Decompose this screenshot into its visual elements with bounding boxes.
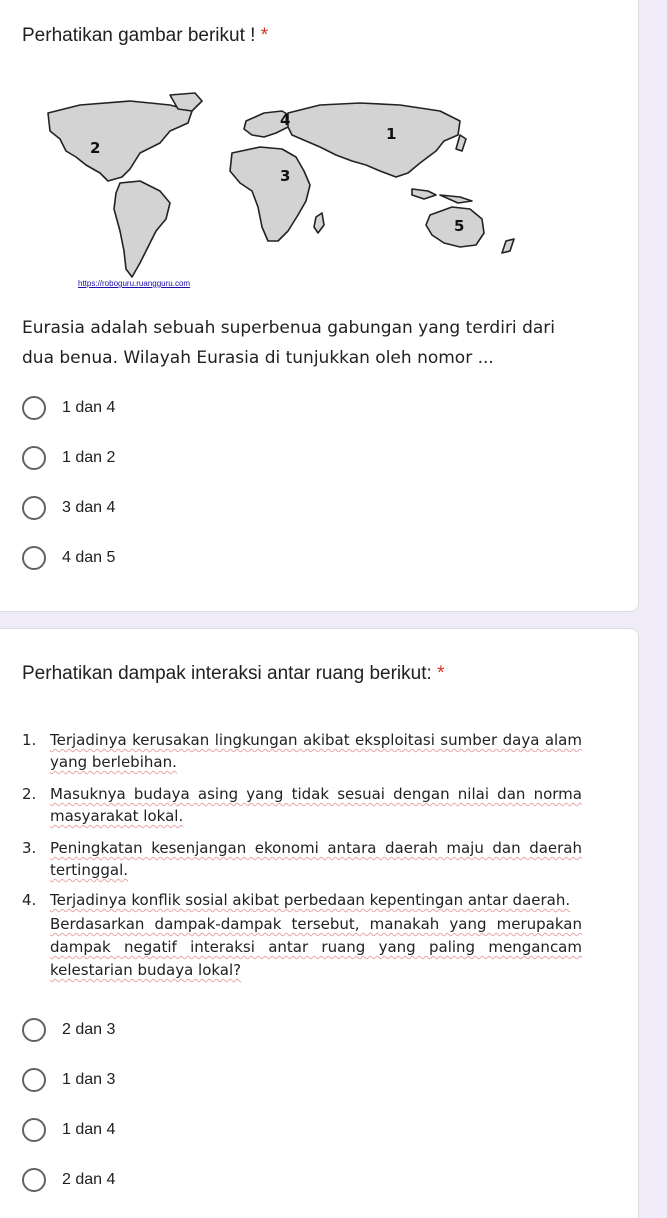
option-label: 1 dan 3 [62,1071,116,1088]
statement-number: 4. [22,891,37,909]
question-title-text: Perhatikan gambar berikut ! [22,25,261,46]
option-2-dan-4[interactable] [22,1165,115,1195]
option-1-dan-4[interactable] [22,393,115,423]
option-label: 1 dan 4 [62,399,116,416]
option-label: 2 dan 4 [62,1171,116,1188]
option-label: 2 dan 3 [62,1021,116,1038]
statement-number: 1. [22,731,37,749]
question-prompt: Berdasarkan dampak-dampak tersebut, manakah yang merupakan dampak negatif interaksi antar ruang yang paling mengancam kelestarian budaya lokal? [50,915,582,979]
option-4-dan-5[interactable] [22,543,115,573]
radio-button[interactable] [22,546,46,570]
option-label: 1 dan 2 [62,449,116,466]
radio-button[interactable] [22,1168,46,1192]
radio-button[interactable] [22,1118,46,1142]
option-label: 4 dan 5 [62,549,116,566]
radio-button[interactable] [22,496,46,520]
option-label: 1 dan 4 [62,1121,116,1138]
option-1-dan-3[interactable] [22,1065,115,1095]
radio-button[interactable] [22,396,46,420]
question-title [22,663,444,685]
map-label-1: 1 [386,125,397,143]
statement-1 [22,729,582,773]
map-label-4: 4 [280,111,291,129]
statement-number: 2. [22,785,37,803]
option-label: 3 dan 4 [62,499,116,516]
statement-4 [22,889,582,911]
option-2-dan-3[interactable] [22,1015,115,1045]
option-1-dan-2[interactable] [22,443,115,473]
statement-text: Terjadinya konflik sosial akibat perbedaan kepentingan antar daerah. [50,891,571,909]
statement-text: Terjadinya kerusakan lingkungan akibat eksploitasi sumber daya alam yang berlebihan. [50,731,582,771]
world-map-svg [20,91,540,296]
map-label-2: 2 [90,139,101,157]
question-title [22,25,268,47]
question-title-text: Perhatikan dampak interaksi antar ruang berikut: [22,663,438,684]
question-card-1 [0,0,639,612]
required-asterisk: * [437,663,445,684]
statement-number: 3. [22,839,37,857]
option-3-dan-4[interactable] [22,493,115,523]
statement-text: Masuknya budaya asing yang tidak sesuai dengan nilai dan norma masyarakat lokal. [50,785,582,825]
map-label-5: 5 [454,217,465,235]
question-card-2 [0,628,639,1218]
radio-button[interactable] [22,1018,46,1042]
image-source-link[interactable]: https://roboguru.ruangguru.com [78,279,191,288]
world-map-image [20,91,540,296]
radio-button[interactable] [22,446,46,470]
statement-text: Peningkatan kesenjangan ekonomi antara daerah maju dan daerah tertinggal. [50,839,582,879]
question-text-line-1: Eurasia adalah sebuah superbenua gabungan yang terdiri dari [22,318,555,338]
radio-button[interactable] [22,1068,46,1092]
required-asterisk: * [260,25,269,46]
map-label-3: 3 [280,167,291,185]
statement-2 [22,783,582,827]
question-text-line-2: dua benua. Wilayah Eurasia di tunjukkan oleh nomor ... [22,348,494,368]
option-1-dan-4-b[interactable] [22,1115,115,1145]
statement-3 [22,837,582,881]
